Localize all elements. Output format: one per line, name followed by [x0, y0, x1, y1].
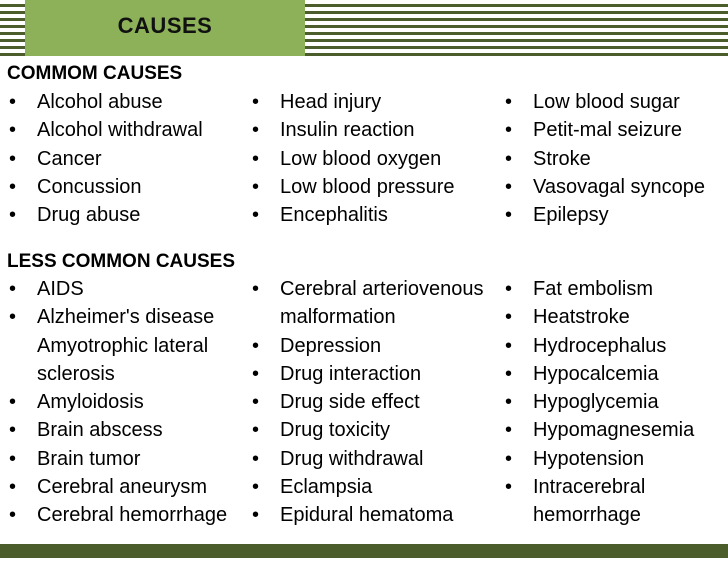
cause-item: • Stroke [503, 145, 705, 173]
cause-item: • Vasovagal syncope [503, 173, 705, 201]
cause-item: • Low blood pressure [250, 173, 455, 201]
cause-item: • AIDS [7, 275, 227, 303]
cause-item: • Alcohol abuse [7, 88, 203, 116]
slide-title: CAUSES [117, 13, 213, 38]
cause-item: • Alcohol withdrawal [7, 116, 203, 144]
cause-item: • Fat embolism [503, 275, 694, 303]
cause-item: • Heatstroke [503, 303, 694, 331]
common-causes-column-3 [503, 88, 705, 229]
less-common-causes-heading: LESS COMMON CAUSES [7, 251, 236, 272]
cause-item: • Brain tumor [7, 445, 227, 473]
less-common-causes-column-2 [250, 275, 483, 530]
cause-item: • Alzheimer's disease [7, 303, 227, 331]
cause-item: Amyotrophic lateral [37, 334, 209, 357]
cause-item: • Hydrocephalus [503, 332, 694, 360]
cause-item: • Drug abuse [7, 201, 203, 229]
cause-item: • Low blood sugar [503, 88, 705, 116]
cause-item: malformation [280, 306, 396, 329]
title-banner [25, 0, 305, 56]
cause-item: • Epilepsy [503, 201, 705, 229]
cause-item: • Insulin reaction [250, 116, 455, 144]
cause-item: • Cerebral arteriovenous [250, 275, 483, 303]
cause-item: • Hypomagnesemia [503, 416, 694, 444]
common-causes-heading: COMMOM CAUSES [7, 63, 183, 84]
cause-item: • Cancer [7, 145, 203, 173]
cause-item: • Drug toxicity [250, 416, 483, 444]
cause-item: • Hypocalcemia [503, 360, 694, 388]
cause-item: • Concussion [7, 173, 203, 201]
cause-item: • Hypoglycemia [503, 388, 694, 416]
cause-item: • Drug withdrawal [250, 445, 483, 473]
less-common-causes-column-1 [7, 275, 227, 530]
cause-item: • Intracerebral [503, 473, 694, 501]
bottom-decorative-bar [0, 544, 728, 558]
cause-item: • Hypotension [503, 445, 694, 473]
cause-item: • Drug interaction [250, 360, 483, 388]
cause-item: • Cerebral hemorrhage [7, 501, 227, 529]
cause-item: • Head injury [250, 88, 455, 116]
common-causes-column-2 [250, 88, 455, 229]
cause-item: • Epidural hematoma [250, 501, 483, 529]
cause-item: • Low blood oxygen [250, 145, 455, 173]
cause-item: hemorrhage [533, 504, 641, 527]
cause-item: • Brain abscess [7, 416, 227, 444]
cause-item: • Depression [250, 332, 483, 360]
cause-item: • Drug side effect [250, 388, 483, 416]
cause-item: • Cerebral aneurysm [7, 473, 227, 501]
cause-item: • Petit-mal seizure [503, 116, 705, 144]
cause-item: • Eclampsia [250, 473, 483, 501]
cause-item: sclerosis [37, 362, 115, 385]
cause-item: • Encephalitis [250, 201, 455, 229]
less-common-causes-column-3 [503, 275, 694, 530]
cause-item: • Amyloidosis [7, 388, 227, 416]
common-causes-column-1 [7, 88, 203, 229]
